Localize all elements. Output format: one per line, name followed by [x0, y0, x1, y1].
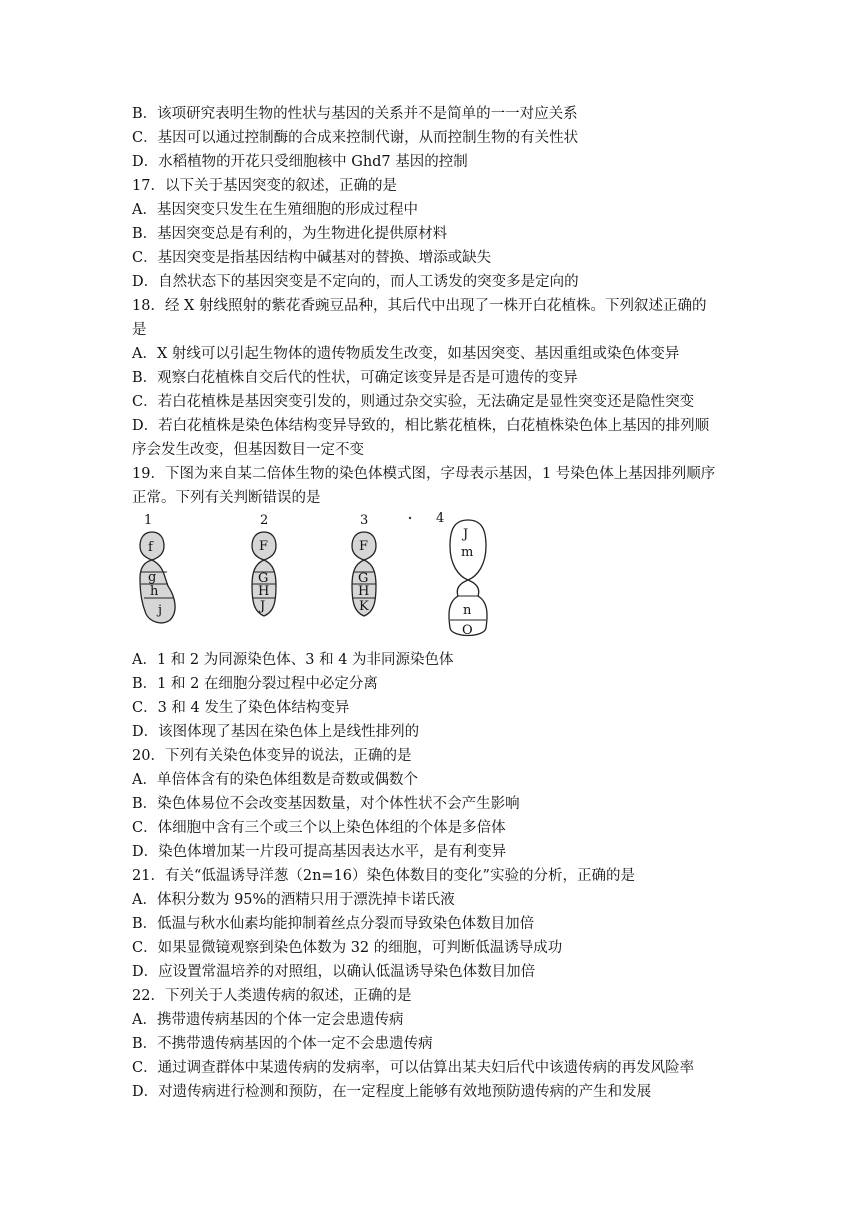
option-17d: D．自然状态下的基因突变是不定向的，而人工诱发的突变多是定向的 — [132, 274, 579, 290]
gene-2-3: H — [258, 584, 270, 599]
question-19-cont: 正常。下列有关判断错误的是 — [132, 490, 321, 506]
option-21a: A．体积分数为 95%的酒精只用于漂洗掉卡诺氏液 — [132, 892, 455, 908]
chromosome-2-number: 2 — [260, 513, 269, 528]
option-18b: B．观察白花植株自交后代的性状，可确定该变异是否是可遗传的变异 — [132, 370, 578, 386]
option-20b: B．染色体易位不会改变基因数量，对个体性状不会产生影响 — [132, 796, 520, 812]
gene-3-4: K — [359, 599, 369, 614]
option-17a: A．基因突变只发生在生殖细胞的形成过程中 — [132, 202, 418, 218]
chromosome-3-number: 3 — [360, 513, 369, 528]
gene-2-2: G — [258, 571, 269, 586]
option-22a: A．携带遗传病基因的个体一定会患遗传病 — [132, 1012, 404, 1028]
chromosome-4 — [436, 511, 487, 638]
question-18: 18．经 X 射线照射的紫花香豌豆品种，其后代中出现了一株开白花植株。下列叙述正确的 — [132, 298, 707, 314]
option-19a: A．1 和 2 为同源染色体、3 和 4 为非同源染色体 — [132, 652, 454, 668]
option-19b: B．1 和 2 在细胞分裂过程中必定分离 — [132, 676, 378, 692]
question-22: 22．下列关于人类遗传病的叙述，正确的是 — [132, 988, 412, 1004]
option-18d: D．若白花植株是染色体结构变异导致的，相比紫花植株，白花植株染色体上基因的排列顺 — [132, 418, 710, 434]
chromosome-1-number: 1 — [144, 513, 153, 528]
option-16c: C．基因可以通过控制酶的合成来控制代谢，从而控制生物的有关性状 — [132, 130, 579, 146]
question-21: 21．有关“低温诱导洋葱（2n=16）染色体数目的变化”实验的分析，正确的是 — [132, 868, 635, 884]
option-17b: B．基因突变总是有利的，为生物进化提供原材料 — [132, 226, 448, 242]
option-19d: D．该图体现了基因在染色体上是线性排列的 — [132, 724, 420, 740]
option-22d: D．对遗传病进行检测和预防，在一定程度上能够有效地预防遗传病的产生和发展 — [132, 1084, 652, 1100]
option-20c: C．体细胞中含有三个或三个以上染色体组的个体是多倍体 — [132, 820, 506, 836]
gene-4-4: O — [462, 623, 473, 638]
gene-1-3: h — [150, 584, 159, 599]
option-19c: C．3 和 4 发生了染色体结构变异 — [132, 700, 350, 716]
option-21c: C．如果显微镜观察到染色体数为 32 的细胞，可判断低温诱导成功 — [132, 940, 563, 956]
question-20: 20．下列有关染色体变异的说法，正确的是 — [132, 748, 412, 764]
chromosome-4-number: 4 — [436, 511, 445, 526]
gene-2-4: J — [260, 599, 266, 614]
option-21b: B．低温与秋水仙素均能抑制着丝点分裂而导致染色体数目加倍 — [132, 916, 535, 932]
option-20d: D．染色体增加某一片段可提高基因表达水平，是有利变异 — [132, 844, 507, 860]
option-16d: D．水稻植物的开花只受细胞核中 Ghd7 基因的控制 — [132, 154, 468, 170]
option-18c: C．若白花植株是基因突变引发的，则通过杂交实验，无法确定是显性突变还是隐性突变 — [132, 394, 695, 410]
option-21d: D．应设置常温培养的对照组，以确认低温诱导染色体数目加倍 — [132, 964, 536, 980]
question-17: 17．以下关于基因突变的叙述，正确的是 — [132, 178, 397, 194]
gene-1-1: f — [148, 540, 153, 555]
gene-2-1: F — [259, 539, 269, 554]
gene-3-3: H — [358, 584, 370, 599]
gene-4-3: n — [463, 603, 472, 618]
gene-1-4: j — [158, 603, 163, 618]
gene-4-1: J — [463, 527, 469, 542]
option-18a: A．X 射线可以引起生物体的遗传物质发生改变，如基因突变、基因重组或染色体变异 — [132, 346, 680, 362]
question-18-cont: 是 — [132, 322, 147, 338]
gene-4-2: m — [461, 545, 474, 560]
option-22c: C．通过调查群体中某遗传病的发病率，可以估算出某夫妇后代中该遗传病的再发风险率 — [132, 1060, 695, 1076]
chromosome-2 — [252, 513, 276, 616]
question-19: 19．下图为来自某二倍体生物的染色体模式图，字母表示基因，1 号染色体上基因排列顺序 — [132, 466, 716, 482]
option-16b: B．该项研究表明生物的性状与基因的关系并不是简单的一一对应关系 — [132, 106, 578, 122]
option-22b: B．不携带遗传病基因的个体一定不会患遗传病 — [132, 1036, 433, 1052]
gene-1-2: g — [148, 570, 157, 585]
gene-3-1: F — [359, 539, 369, 554]
chromosome-1 — [140, 513, 175, 623]
gene-3-2: G — [358, 571, 369, 586]
chromosome-3 — [352, 513, 411, 616]
option-18d-cont: 序会发生改变，但基因数目一定不变 — [132, 442, 364, 458]
chromosome-figure — [128, 506, 528, 646]
chromosome-diagram — [128, 506, 528, 646]
option-17c: C．基因突变是指基因结构中碱基对的替换、增添或缺失 — [132, 250, 492, 266]
option-20a: A．单倍体含有的染色体组数是奇数或偶数个 — [132, 772, 418, 788]
